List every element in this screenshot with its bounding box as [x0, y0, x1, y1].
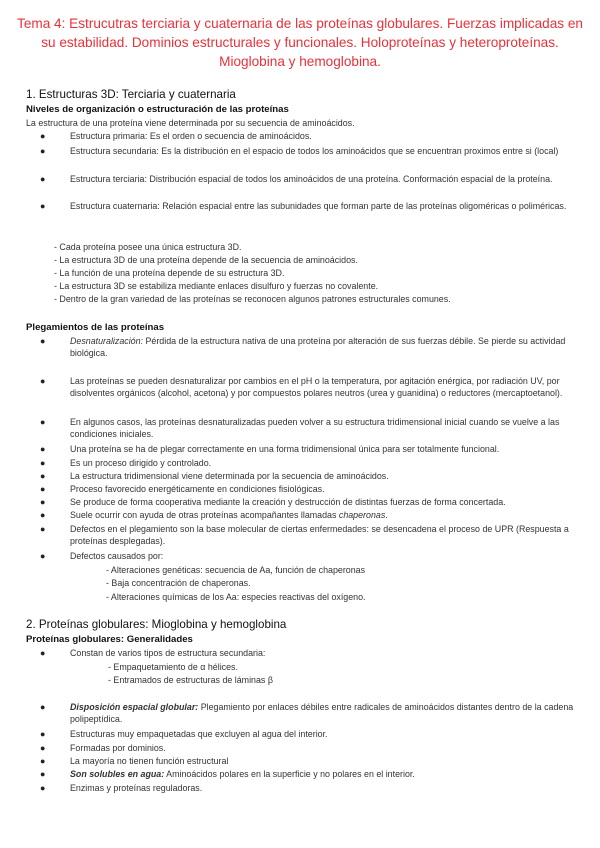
bullet-icon: ● [40, 729, 46, 739]
bullet-icon: ● [40, 174, 46, 184]
dash-item: - La estructura 3D de una proteína depende de la secuencia de aminoácidos. [54, 255, 358, 265]
bullet-icon: ● [40, 510, 46, 520]
subheading-levels: Niveles de organización o estructuración de las proteínas [26, 104, 289, 115]
bullet-icon: ● [40, 458, 46, 468]
dash-item: - Entramados de estructuras de láminas β [108, 675, 273, 685]
dash-item: - La función de una proteína depende de su estructura 3D. [54, 268, 285, 278]
bullet-icon: ● [40, 484, 46, 494]
dash-item: - Cada proteína posee una única estructura 3D. [54, 242, 242, 252]
bullet-icon: ● [40, 131, 46, 141]
subheading-globular: Proteínas globulares: Generalidades [26, 634, 193, 645]
bullet-icon: ● [40, 756, 46, 766]
bullet-icon: ● [40, 783, 46, 793]
section-1-heading: 1. Estructuras 3D: Terciaria y cuaternaria [26, 88, 236, 101]
subheading-folding: Plegamientos de las proteínas [26, 322, 165, 333]
globular-disposition-label: Disposición espacial globular: [70, 702, 199, 712]
dash-item: - La estructura 3D se estabiliza mediante enlaces disulfuro y fuerzas no covalente. [54, 281, 379, 291]
soluble-label: Son solubles en agua: [70, 769, 165, 779]
bullet-icon: ● [40, 471, 46, 481]
bullet-icon: ● [40, 648, 46, 658]
dash-item: - Alteraciones químicas de los Aa: especies reactivas del oxígeno. [106, 592, 366, 602]
bullet-icon: ● [40, 444, 46, 454]
dash-item: - Alteraciones genéticas: secuencia de Aa, función de chaperonas [106, 565, 366, 575]
bullet-icon: ● [40, 201, 46, 211]
bullet-icon: ● [40, 524, 46, 534]
dash-item: - Empaquetamiento de α hélices. [108, 662, 238, 672]
chaperonas-term: chaperonas [338, 510, 386, 520]
bullet-icon: ● [40, 551, 46, 561]
bullet-icon: ● [40, 417, 46, 427]
bullet-icon: ● [40, 336, 46, 346]
section-2-heading: 2. Proteínas globulares: Mioglobina y hemoglobina [26, 618, 287, 631]
bullet-icon: ● [40, 743, 46, 753]
dash-item: - Dentro de la gran variedad de las proteínas se reconocen algunos patrones estructurales comunes. [54, 294, 451, 304]
bullet-icon: ● [40, 146, 46, 156]
bullet-icon: ● [40, 702, 46, 712]
dash-item: - Baja concentración de chaperonas. [106, 578, 251, 588]
denaturation-label: Desnaturalización: [70, 336, 144, 346]
document-page: Tema 4: Estrucutras terciaria y cuaternaria de las proteínas globulares. Fuerzas implicadas en su estabilidad. Dominios estructurales y funcionales. Holoproteínas y heteroproteínas. Mioglobina y hemoglobina. 1. Estructuras 3D: Terciaria y cuaternaria Niveles de organización o estructuración de las proteínas La estructura de una proteína viene determinada por su secuencia de aminoácidos. ● Estructura primaria: Es el orden o secuencia de aminoácidos. ● Estructura secundaria: Es la distribución en el espacio de todos los aminoácidos que se encuentran proximos entre si (local) ● Estructura terciaria: Distribución espacial de todos los aminoácidos de una proteína. Conformación espacial de la proteína. ● Estructura cuaternaria: Relación espacial entre las subunidades que forman parte de las proteínas oligoméricas o poliméricas. - Cada proteína posee una única estructura 3D. - La estructura 3D de una proteína depende de la secuencia de aminoácidos. - La función de una proteína depende de su estructura 3D. - La estructura 3D se estabiliza mediante enlaces disulfuro y fuerzas no covalente. - Dentro de la gran variedad de las proteínas se reconocen algunos patrones estructurales comunes. Plegamientos de las proteínas ● Desnaturalización: Pérdida de la estructura nativa de una proteína por alteración de sus fuerzas débile. Se pierde su actividad biológica. ● Las proteínas se pueden desnaturalizar por cambios en el pH o la temperatura, por agitación enérgica, por radiación UV, por disolventes orgánicos (alcohol, acetona) y por compuestos polares neutros (urea y guanidina) o reductores (mercaptoetanol). ● En algunos casos, las proteínas desnaturalizadas pueden volver a su estructura tridimensional inicial cuando se vuelve a las condiciones iniciales. ● Una proteína se ha de plegar correctamente en una forma tridimensional única para ser totalmente funcional. ● Es un proceso dirigido y controlado. ● La estructura tridimensional viene determinada por la secuencia de aminoácidos. ● Proceso favorecido energéticamente en condiciones fisiológicas. ● Se produce de forma cooperativa mediante la creación y destrucción de distintas fuerzas de forma concertada. ● Suele ocurrir con ayuda de otras proteínas acompañantes llamadas chaperonas. ● Defectos en el plegamiento son la base molecular de ciertas enfermedades: se desencadena el proceso de UPR (Respuesta a proteínas desplegadas). ● Defectos causados por: - Alteraciones genéticas: secuencia de Aa, función de chaperonas - Baja concentración de chaperonas. - Alteraciones químicas de los Aa: especies reactivas del oxígeno. 2. Proteínas globulares: Mioglobina y hemoglobina Proteínas globulares: Generalidades ● Constan de varios tipos de estructura secundaria: - Empaquetamiento de α hélices. - Entramados de estructuras de láminas β ● Disposición espacial globular: Plegamiento por enlaces débiles entre radicales de aminoácidos distantes dentro de la cadena polipeptídica. ● Estructuras muy empaquetadas que excluyen al agua del interior. ● Formadas por dominios. ● La mayoría no tienen función estructural ● Son solubles en agua: Aminoácidos polares en la superficie y no polares en el interior. ● Enzimas y proteínas reguladoras. [0, 0, 600, 848]
intro-text: La estructura de una proteína viene determinada por su secuencia de aminoácidos. [26, 118, 355, 128]
bullet-icon: ● [40, 769, 46, 779]
bullet-icon: ● [40, 376, 46, 386]
bullet-icon: ● [40, 497, 46, 507]
document-title: Tema 4: Estrucutras terciaria y cuaternaria de las proteínas globulares. Fuerzas implicadas en su estabilidad. Dominios estructurales y funcionales. Holoproteínas y heteroproteínas. Mioglobina y hemoglobina. [17, 16, 583, 69]
